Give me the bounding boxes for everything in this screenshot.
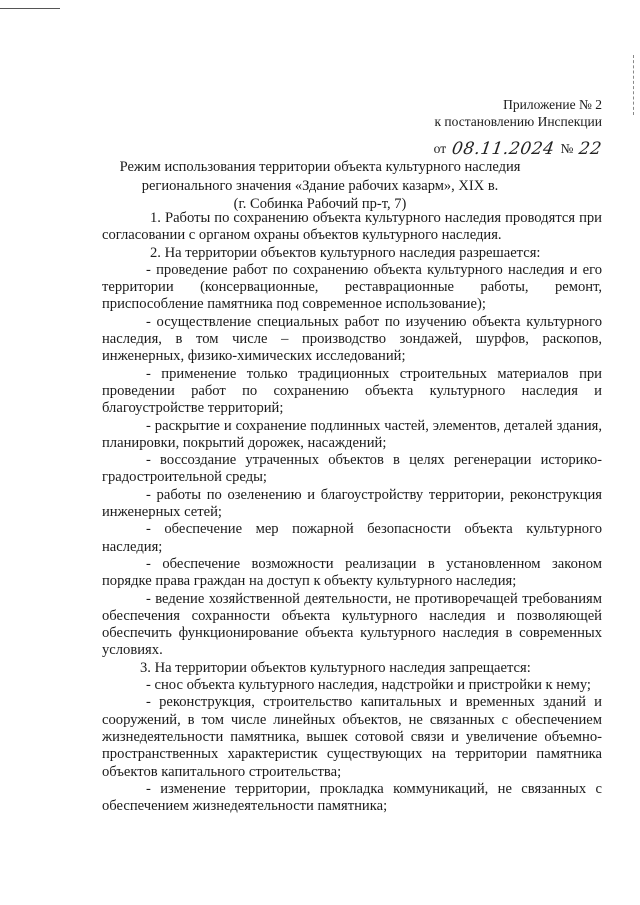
list-item: - применение только традиционных строительных материалов при проведении работ по сохранению объекта культурного наследия и благоустройстве территорий; xyxy=(102,365,602,417)
handwritten-number: 22 xyxy=(577,139,604,159)
appendix-line-2: к постановлению Инспекции xyxy=(434,114,602,129)
scan-artifact-margin xyxy=(630,55,634,115)
list-item: - раскрытие и сохранение подлинных частей, элементов, деталей здания, планировки, покрытий дорожек, насаждений; xyxy=(102,417,602,451)
list-item: - воссоздание утраченных объектов в целях регенерации историко-градостроительной среды; xyxy=(102,452,602,486)
list-item: - работы по озеленению и благоустройству территории, реконструкция инженерных сетей; xyxy=(102,486,602,521)
list-item: - снос объекта культурного наследия, надстройки и пристройки к нему; xyxy=(146,677,591,694)
title-line-3: (г. Собинка Рабочий пр-т, 7) xyxy=(233,196,407,212)
list-item: - реконструкция, строительство капитальных и временных зданий и сооружений, в том числе линейных объектов, не связанных с обеспечением жизнедеятельности памятника, вышек сотовой связи и увеличение объемно-пространственных характеристик существующих на территории памятника объектов капитального строительства; xyxy=(102,694,602,780)
paragraph-2: 2. На территории объектов культурного наследия разрешается: xyxy=(150,244,541,261)
title-line-2: регионального значения «Здание рабочих казарм», XIX в. xyxy=(141,177,499,194)
list-item: - ведение хозяйственной деятельности, не противоречащей требованиям обеспечения сохранности объекта культурного наследия и позволяющей обеспечить функционирование объекта культурного наследия в современных условиях. xyxy=(102,590,602,659)
document-body xyxy=(102,210,602,815)
date-prefix: от xyxy=(433,141,447,156)
handwritten-date: 08.11.2024 xyxy=(450,139,556,159)
document-title xyxy=(60,158,580,214)
paragraph-3: 3. На территории объектов культурного наследия запрещается: xyxy=(140,659,531,676)
list-item: - проведение работ по сохранению объекта культурного наследия и его территории (консервационные, реставрационные работы, ремонт, приспособление памятника под современное использование); xyxy=(102,261,602,313)
appendix-line-1: Приложение № 2 xyxy=(503,97,602,112)
list-item: - изменение территории, прокладка коммуникаций, не связанных с обеспечением жизнедеятельности памятника; xyxy=(102,780,602,815)
paragraph-1: 1. Работы по сохранению объекта культурного наследия проводятся при согласовании с органом охраны объектов культурного наследия. xyxy=(102,210,602,244)
title-line-1: Режим использования территории объекта культурного наследия xyxy=(119,159,521,175)
list-item: - обеспечение мер пожарной безопасности объекта культурного наследия; xyxy=(102,521,602,555)
appendix-block xyxy=(434,96,602,130)
scan-artifact-line xyxy=(0,8,60,9)
date-number-row xyxy=(434,138,602,160)
list-item: - осуществление специальных работ по изучению объекта культурного наследия, в том числе – производство зондажей, шурфов, раскопов, инженерных, физико-химических исследований; xyxy=(102,313,602,365)
list-item: - обеспечение возможности реализации в установленном законом порядке права граждан на доступ к объекту культурного наследия; xyxy=(102,555,602,590)
number-label: № xyxy=(560,141,574,156)
